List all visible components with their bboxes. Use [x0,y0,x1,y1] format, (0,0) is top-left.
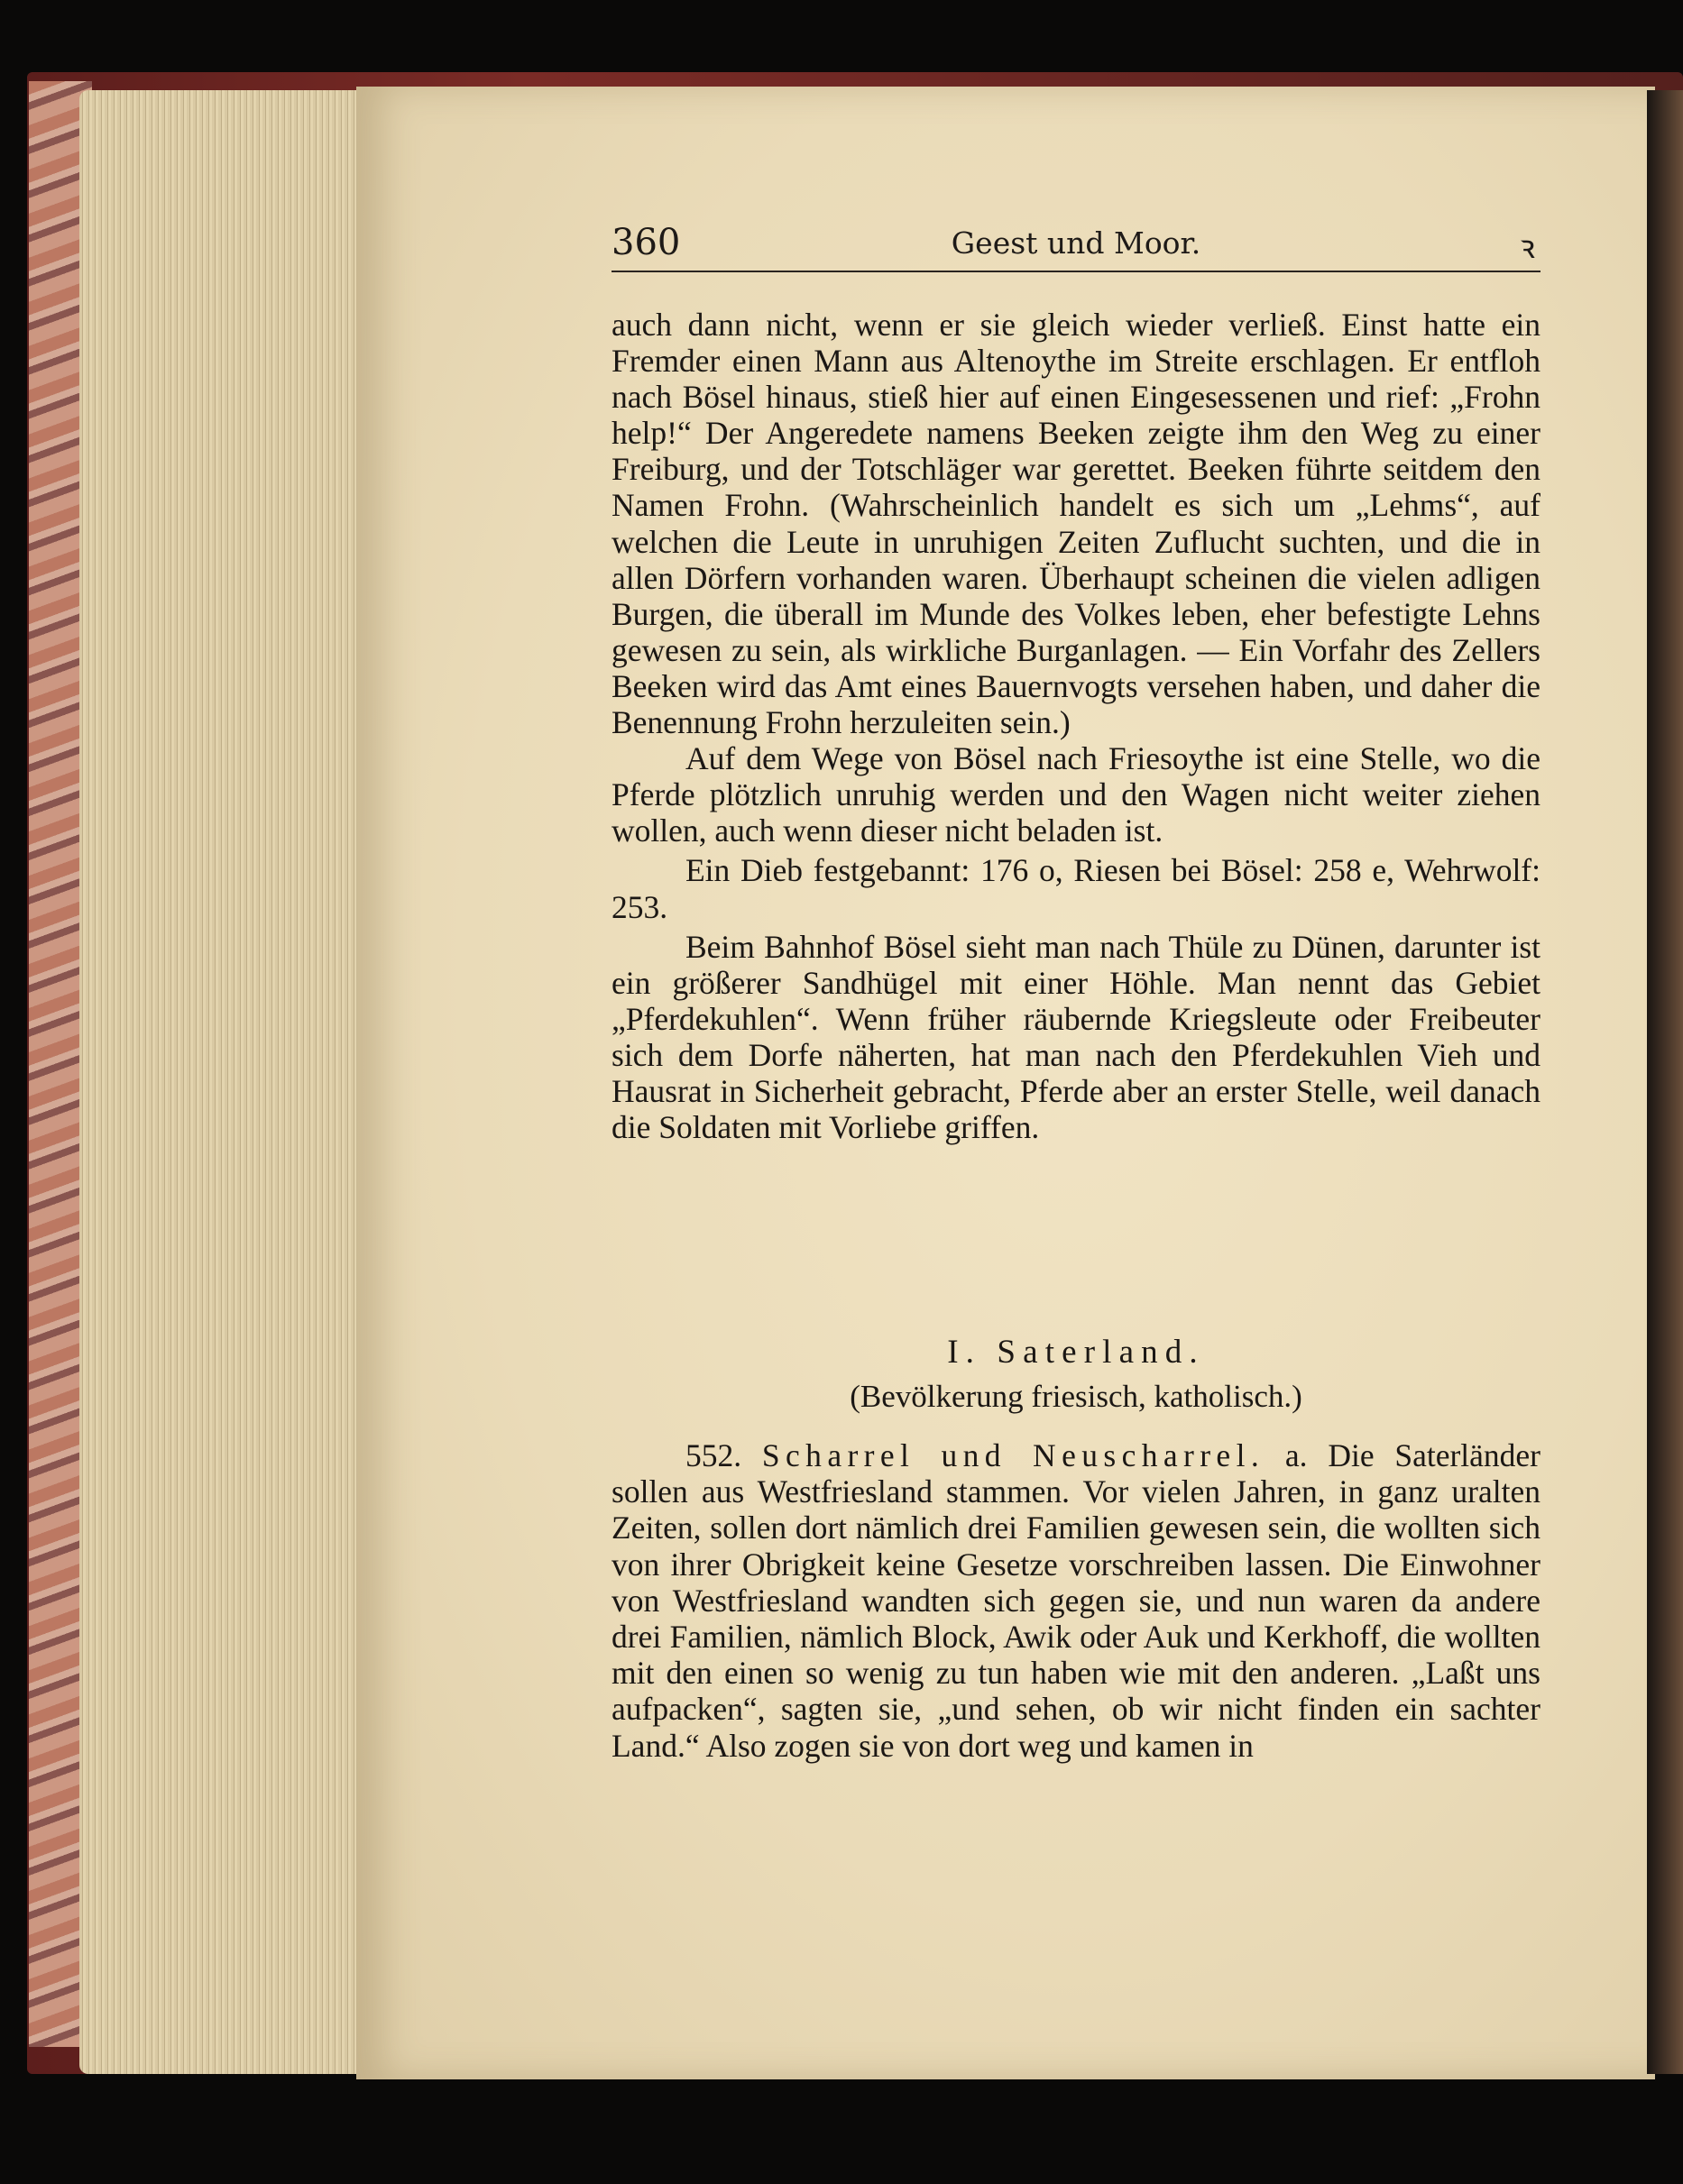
section-title: I. Saterland. [947,1334,1205,1371]
paragraph: auch dann nicht, wenn er sie gleich wieder verließ. Einst hatte ein Fremder einen Mann aus Altenoythe im Streite erschlagen. Er entfloh nach Bösel hinaus, stieß hier auf einen Eingesessenen und rief: „Frohn help!“ Der Angeredete namens Beeken zeigte ihm den Weg zu einer Freiburg, und der Totschläger war gerettet. Beeken führte seitdem den Namen Frohn. (Wahrscheinlich handelt es sich um „Lehms“, auf welchen die Leute in unruhigen Zeiten Zuflucht suchten, und die in allen Dörfern vorhanden waren. Überhaupt scheinen die vielen adligen Burgen, die überall im Munde des Volkes leben, eher befestigte Lehns gewesen zu sein, als wirkliche Burganlagen. — Ein Vorfahr des Zellers Beeken wird das Amt eines Bauernvogts versehen haben, und daher die Benennung Frohn herzuleiten sein.) [612,307,1540,741]
story-552 [612,1437,1540,1764]
paragraph: Ein Dieb festgebannt: 176 o, Riesen bei Bösel: 258 e, Wehrwolf: 253. [612,852,1540,925]
page-header [612,216,1540,272]
running-head: Geest und Moor. [951,225,1201,261]
body-text [612,307,1540,1145]
section-heading [612,1333,1540,1418]
paragraph: Beim Bahnhof Bösel sieht man nach Thüle zu Dünen, darunter ist ein größerer Sandhügel mit einer Höhle. Man nennt das Gebiet „Pferdekuhlen“. Wenn früher räubernde Kriegsleute oder Freibeuter sich dem Dorfe näherten, hat man nach den Pferdekuhlen Vieh und Hausrat in Sicherheit gebracht, Pferde aber an erster Stelle, weil danach die Soldaten mit Vorliebe griffen. [612,928,1540,1146]
story-title: Scharrel und Neuscharrel. [761,1437,1265,1473]
story-paragraph [612,1437,1540,1764]
section-subtitle: (Bevölkerung friesisch, katholisch.) [850,1379,1302,1414]
page-stack [79,90,368,2074]
story-number: 552. [685,1437,742,1473]
paragraph: Auf dem Wege von Bösel nach Friesoythe ist eine Stelle, wo die Pferde plötzlich unruhig werden und den Wagen nicht weiter ziehen wollen, auch wenn dieser nicht beladen ist. [612,740,1540,849]
story-text: Die Saterländer sollen aus Westfriesland stammen. Vor vielen Jahren, in ganz uralten Zeiten, sollen dort nämlich drei Familien gewesen sein, die wollten sich von ihrer Obrigkeit keine Gesetze vorschreiben lassen. Die Einwohner von Westfriesland wandten sich gegen sie, und nun waren da andere drei Familien, nämlich Block, Awik oder Auk und Kerkhoff, die wollten mit den einen so wenig zu tun haben wie mit den anderen. „Laßt uns aufpacken“, sagten sie, „und sehen, ob wir nicht finden ein sachter Land.“ Also zogen sie von dort weg und kamen in [612,1437,1540,1764]
page-number: 360 [612,222,681,263]
facing-page-edge [1647,90,1683,2074]
header-mark: ꝛ [1519,229,1535,266]
story-label: a. [1284,1437,1308,1473]
